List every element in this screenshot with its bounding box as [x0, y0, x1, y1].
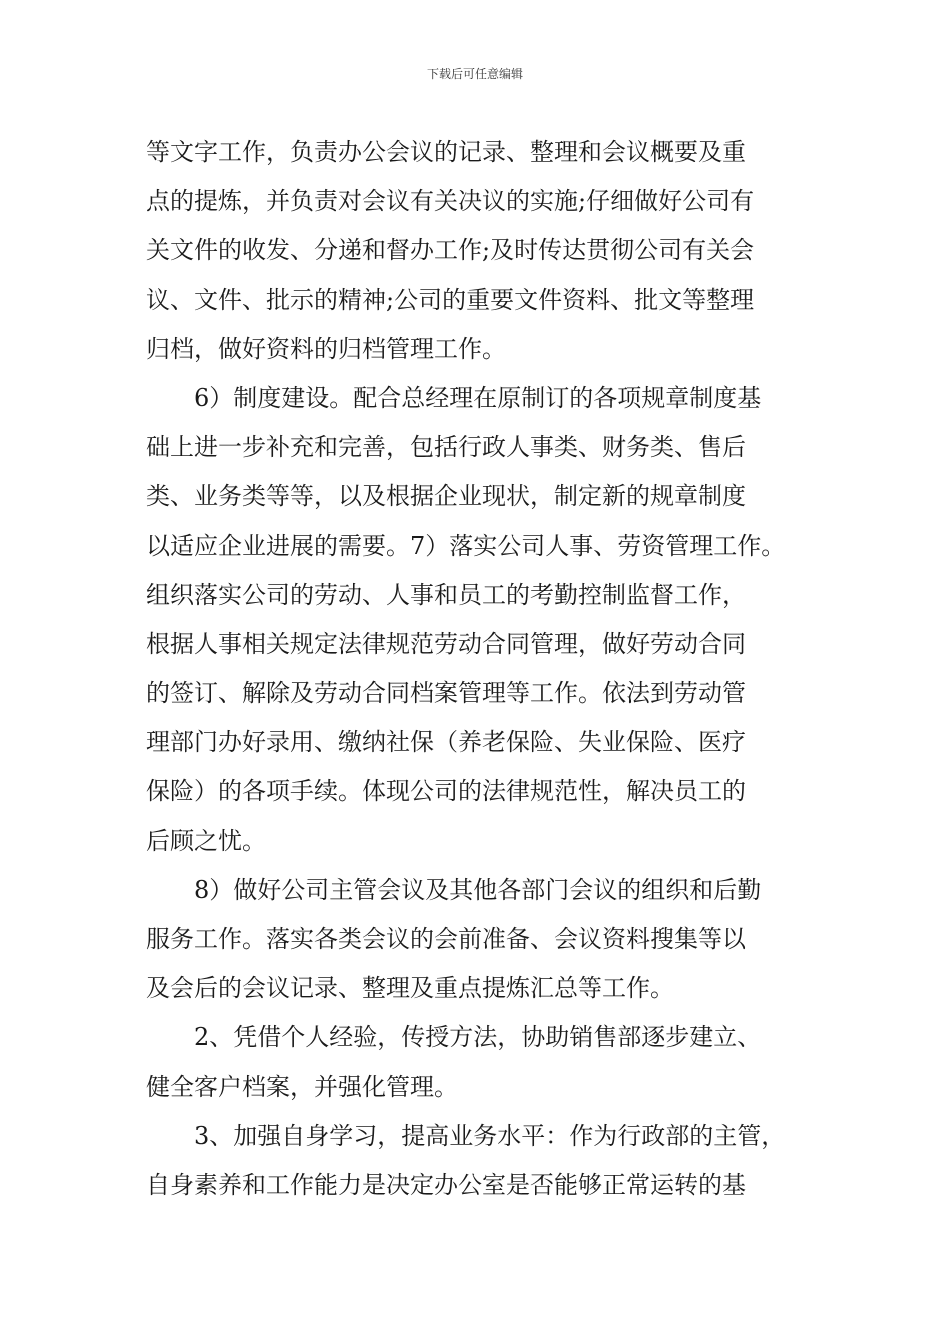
text-line: 归档，做好资料的归档管理工作。: [146, 334, 506, 363]
text-line: 后顾之忧。: [146, 826, 266, 855]
text-line: 的签订、解除及劳动合同档案管理等工作。依法到劳动管: [146, 679, 746, 708]
text-line: 等文字工作，负责办公会议的记录、整理和会议概要及重: [146, 138, 746, 166]
text-line: 2、凭借个人经验，传授方法，协助销售部逐步建立、: [194, 1023, 762, 1052]
document-body: [146, 128, 818, 1210]
text-line: 健全客户档案，并强化管理。: [146, 1072, 458, 1101]
text-line: 6）制度建设。配合总经理在原制订的各项规章制度基: [194, 383, 762, 412]
text-line: 点的提炼，并负责对会议有关决议的实施;仔细做好公司有: [146, 187, 755, 216]
text-line: 议、文件、批示的精神;公司的重要文件资料、批文等整理: [146, 285, 755, 314]
text-line: 组织落实公司的劳动、人事和员工的考勤控制监督工作，: [146, 580, 746, 609]
text-line: 服务工作。落实各类会议的会前准备、会议资料搜集等以: [146, 925, 746, 953]
text-line: 根据人事相关规定法律规范劳动合同管理，做好劳动合同: [146, 629, 746, 658]
page-header: 下载后可任意编辑: [426, 67, 523, 81]
text-line: 关文件的收发、分递和督办工作;及时传达贯彻公司有关会: [146, 236, 755, 265]
text-line: 类、业务类等等，以及根据企业现状，制定新的规章制度: [146, 482, 746, 511]
text-line: 以适应企业进展的需要。7）落实公司人事、劳资管理工作。: [146, 531, 786, 560]
text-line: 理部门办好录用、缴纳社保（养老保险、失业保险、医疗: [146, 728, 746, 757]
text-line: 自身素养和工作能力是决定办公室是否能够正常运转的基: [146, 1170, 746, 1199]
text-line: 础上进一步补充和完善，包括行政人事类、财务类、售后: [146, 433, 746, 462]
text-line: 3、加强自身学习，提高业务水平：作为行政部的主管，: [194, 1121, 786, 1150]
text-line: 保险）的各项手续。体现公司的法律规范性，解决员工的: [146, 777, 746, 806]
text-line: 8）做好公司主管会议及其他各部门会议的组织和后勤: [194, 875, 762, 904]
text-line: 及会后的会议记录、整理及重点提炼汇总等工作。: [146, 974, 674, 1003]
